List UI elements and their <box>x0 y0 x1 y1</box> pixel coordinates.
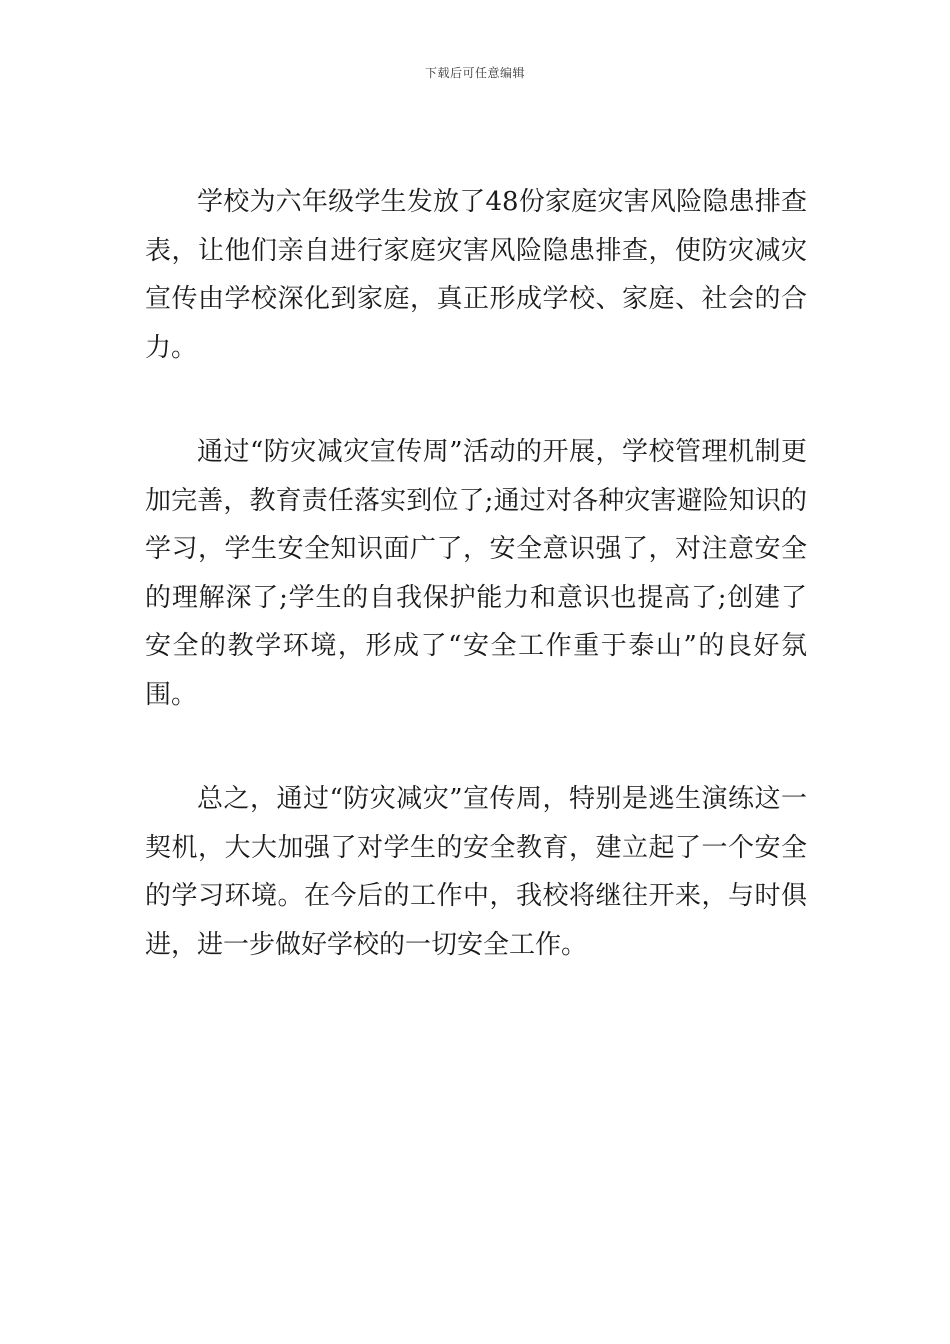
paragraph-2: 通过“防灾减灾宣传周”活动的开展，学校管理机制更加完善，教育责任落实到位了;通过对各种灾害避险知识的学习，学生安全知识面广了，安全意识强了，对注意安全的理解深了;学生的自我保护能力和意识也提高了;创建了安全的教学环境，形成了“安全工作重于泰山”的良好氛围。 <box>145 437 807 710</box>
paragraph-1: 学校为六年级学生发放了48份家庭灾害风险隐患排查表，让他们亲自进行家庭灾害风险隐患排查，使防灾减灾宣传由学校深化到家庭，真正形成学校、家庭、社会的合力。 <box>145 187 807 363</box>
document-body <box>145 178 807 969</box>
paragraph-3: 总之，通过“防灾减灾”宣传周，特别是逃生演练这一契机，大大加强了对学生的安全教育，建立起了一个安全的学习环境。在今后的工作中，我校将继往开来，与时俱进，进一步做好学校的一切安全工作。 <box>145 784 807 960</box>
page-header-text: 下载后可任意编辑 <box>424 66 525 80</box>
